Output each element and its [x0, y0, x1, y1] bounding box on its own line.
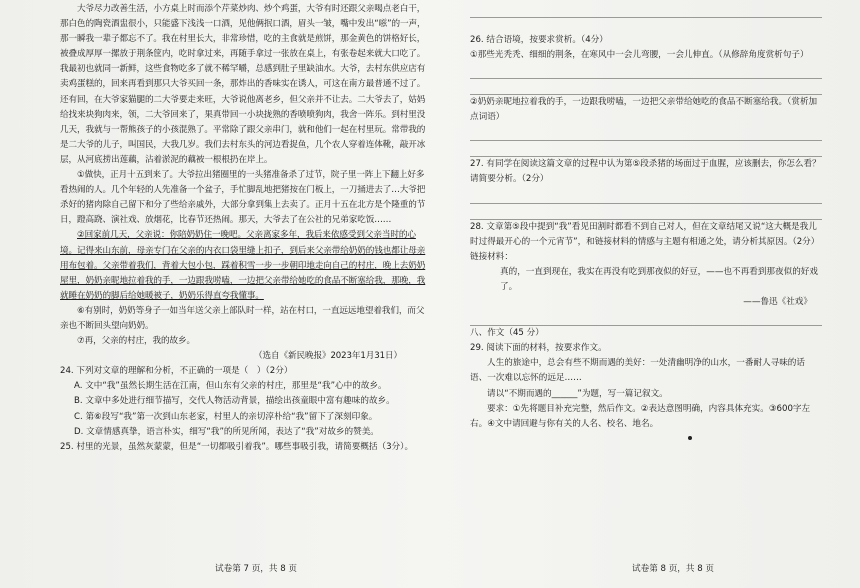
link-material-title: 链接材料： — [470, 251, 513, 262]
question-27: 27. 有同学在阅读这篇文章的过程中认为第⑤段杀猪的场面过于血腥，应该删去，你怎么看？请简要分析。（2分） — [470, 159, 821, 185]
right-page — [470, 2, 822, 432]
composition-prompt: 请以“不期而遇的______”为题，写一篇记叙文。 — [487, 388, 668, 399]
option-a: A. 文中“我”虽然长期生活在江南，但山东有父亲的村庄，那里是“我”心中的故乡。 — [74, 381, 387, 392]
option-d: D. 文章情感真挚，语言朴实，细写“我”的所见所闻，表达了“我”对故乡的赞美。 — [74, 426, 379, 437]
reading-paragraph: 大爷尽力改善生活，小方桌上时而添个芹菜炒肉、炒个鸡蛋，大爷有时还跟父亲喝点老白干，那白色的陶瓷酒盅很小，只能盛下浅浅一口酒，见他俩抿口酒，眉头一皱，嘴中发出“嗞”的一声，那一瞬我一辈子都忘不了。我在村里长大，非常珍惜，吃的主食就是煎饼，那金黄色的饼格好长，被叠成厚厚一摞放于荆条筐内，吃时拿过来，再随手拿过一张放在桌上，有张卷起来就大口吃了。我最初也就同一新鲜，这些食物吃多了就不稀罕嚼，总感到肚子里缺油水。大爷，去村东供应店有卖鸡蛋糕的，回来再看到那只大爷买回一条，那炸出的香味实在诱人，可这在南方最普通不过了。还有回，在大爷家猫腿的二大爷要走来旺，大爷说他离老乡，但父亲并不让去。二大爷去了，姑妈给找来块狗肉来，领，二大爷回来了，果真带回一小块拢熟的香喷喷狗肉，我舍一阵乐。到村里没几天，我就与一帮熊孩子的小孩混熟了。平常除了跟父亲串门，就和他们一起在村里玩。常带我的是二大爷的儿子，叫国民，大我几岁。我们去村东头的河边看捉鱼，几个农人穿着连体靴，敲开冰层，从河底捞出莲藕，沾着淤泥的藕被一根根扔在岸上。 — [60, 4, 426, 165]
option-c: C. 第⑥段写“我”第一次到山东老家，村里人的亲切淳朴给“我”留下了深刻印象。 — [74, 411, 378, 422]
answer-line[interactable] — [470, 204, 822, 220]
question-26-part2: ②奶奶亲昵地拉着我的手，一边跟我唠嗑，一边把父亲带给她吃的食品不断塞给我。（赏析加点词语） — [470, 97, 818, 123]
answer-line[interactable] — [470, 2, 822, 18]
answer-line[interactable] — [470, 310, 822, 326]
question-26-part1: ①那些光秃秃、细细的荆条，在寒风中一会儿弯腰，一会儿伸直。（从修辞角度赏析句子） — [470, 50, 809, 61]
page-footer-right: 试卷第 8 页，共 8 页 — [632, 564, 715, 574]
question-26: 26. 结合语境，按要求赏析。（4分） — [470, 35, 608, 45]
page-footer-left: 试卷第 7 页，共 8 页 — [215, 564, 298, 574]
composition-material: 人生的旅途中，总会有些不期而遇的美好：一处清幽明净的山水，一番耐人寻味的话语、一次难以忘怀的远足…… — [470, 358, 805, 384]
composition-requirements: 要求：①先将题目补充完整，然后作文。②表达意图明确，内容具体充实。③600字左右。④文中请回避与你有关的人名、校名、地名。 — [470, 403, 811, 429]
question-24: 24. 下列对文章的理解和分析，不正确的一项是（ ）（2分） — [60, 366, 293, 377]
question-25: 25. 村里的光景，虽然灰蒙蒙，但是“一切都吸引着我”。哪些事吸引我，请简要概括（3分）。 — [60, 441, 414, 452]
left-page — [60, 2, 432, 455]
link-material-text: 真的，一直到现在，我实在再没有吃到那夜似的好豆，——也不再看到那夜似的好戏了。 — [500, 266, 818, 292]
reading-paragraph: ⑦再，父亲的村庄，我的故乡。 — [77, 336, 196, 347]
option-b: B. 文章中多处进行细节描写，交代人物活动背景，描绘出孩童眼中富有趣味的故乡。 — [74, 396, 395, 407]
article-source: （选自《新民晚报》2023年1月31日） — [254, 351, 402, 362]
answer-line[interactable] — [470, 79, 822, 95]
section-title: 八、作文（45 分） — [470, 328, 544, 339]
reading-paragraph: ①做快，正月十五到来了。大爷拉出猪圈里的一头猪准备杀了过节，院子里一阵上下翻上好多看热闹的人。几个年轻的人先准备一个盆子，手忙脚乱地把猪按在门板上，一刀捅进去了…大爷把杀好的猪肉除自己留下和分了些给亲戚外，大部分拿到集上去卖了。正月十五在北方是个隆重的节日，蹬高跷、演社戏、放烟花，比春节还热闹。那天，大爷去了在公社的兄弟家吃饭…… — [60, 170, 426, 226]
answer-line[interactable] — [470, 125, 822, 141]
reading-paragraph: ②回家前几天，父亲说：你陪奶奶住一晚吧。父亲离家多年，我后来依感受到父亲当时的心境。记得来山东前，母亲专门在父亲的内衣口袋里缝上扣子，到后来父亲带给奶奶的钱也都让母亲用布包着。父亲带着我们，背着大包小包，踩着积雪一步一步朝印地走向自己的村庄，晚上去奶奶屋里，奶奶亲昵地拉着我的手，一边跟我唠嗑，一边把父亲带给她吃的食品不断塞给我，那晚，我就睡在奶奶的脚后给她暖被子，奶奶乐得直夸我懂事。 — [60, 230, 426, 301]
answer-line[interactable] — [470, 188, 822, 204]
answer-line[interactable] — [470, 141, 822, 157]
question-29: 29. 阅读下面的材料，按要求作文。 — [470, 343, 607, 354]
reading-paragraph: ⑥有别时，奶奶等身子一如当年送父亲上部队时一样，站在村口，一直远远地望着我们，而父亲也不断回头望向奶奶。 — [60, 305, 425, 331]
ink-dot — [688, 436, 692, 440]
answer-line[interactable] — [470, 63, 822, 79]
question-28: 28. 文章第⑤段中提到“我”看见田割时都看不到自己对人，但在文章结尾又说“这大概是我儿时过得最开心的一个元宵节”，和链接材料的情感与主题有相通之处，请分析其原因。（2分） — [470, 221, 820, 247]
link-material-author: ——鲁迅《社戏》 — [743, 297, 812, 308]
